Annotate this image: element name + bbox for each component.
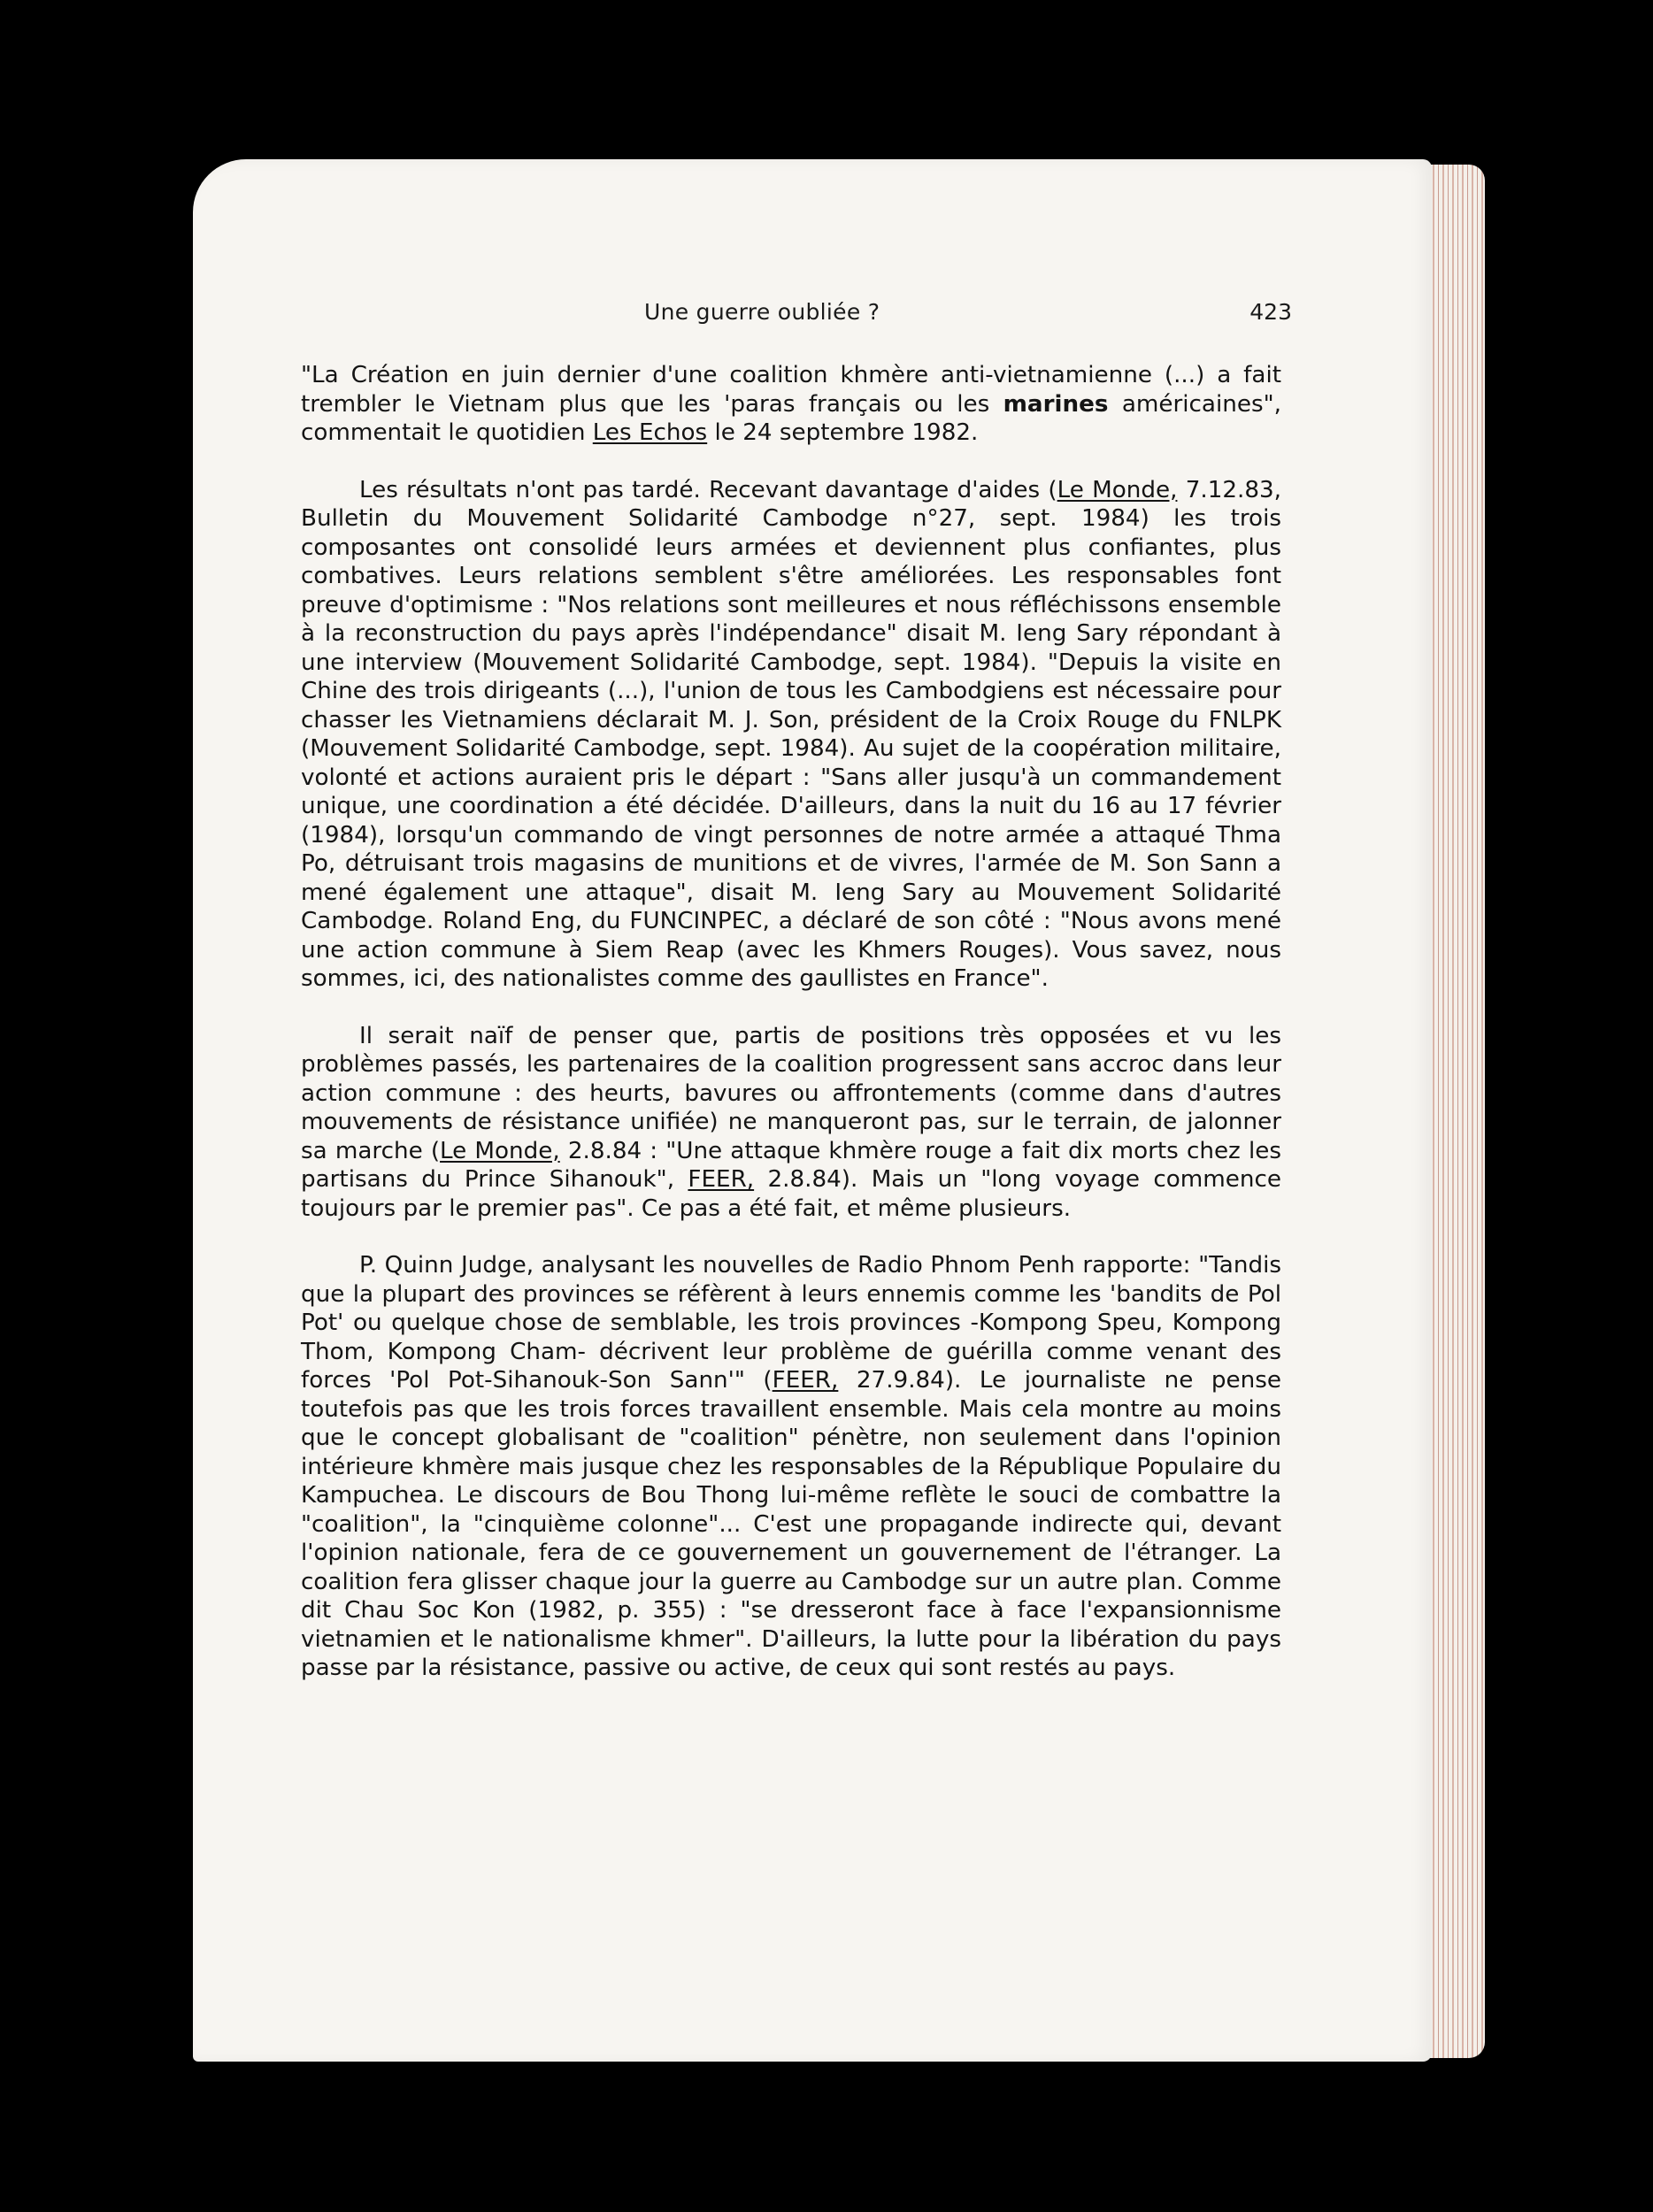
paragraph-4-text-c: 27.9.84). Le journaliste ne pense toutefois pas que les trois forces travaillent ensemble. Mais cela montre au moins que le concept globalisant de "coalition" pénètre, non seulement dans l'opinion intérieure khmère mais jusque chez les responsables de la République Populaire du Kampuchea. Le discours de Bou Thong lui-même reflète le souci de combattre la "coalition", la "cinquième colonne"... C'est une propagande indirecte qui, devant l'opinion nationale, fera de ce gouvernement un gouvernement de l'étranger. La coalition fera glisser chaque jour la guerre au Cambodge sur un autre plan. Comme dit Chau Soc Kon (1982, p. 355) : "se dresseront face à face l'expansionnisme vietnamien et le nationalisme khmer". D'ailleurs, la lutte pour la libération du pays passe par la résistance, passive ou active, de ceux qui sont restés au pays. [301,1367,1282,1681]
running-title: Une guerre oubliée ? [644,299,880,325]
paragraph-2-text-a: Les résultats n'ont pas tardé. Recevant davantage d'aides ( [359,476,1057,503]
paragraph-3 [301,1022,1281,1224]
page-number: 423 [1249,299,1292,325]
paragraph-1-text-a: "La Création en juin dernier d'une coalition khmère anti-vietnamienne (...) a fait trembler le Vietnam plus que les 'paras français ou les [301,362,1281,418]
body-text [301,361,1281,1711]
paragraph-3-text-c: 2.8.84 : "Une attaque khmère rouge a fait dix morts chez les partisans du Prince Sihanouk", [301,1137,1281,1193]
book-page [193,159,1432,2062]
paragraph-2-text-c: 7.12.83, Bulletin du Mouvement Solidarité Cambodge n°27, sept. 1984) les trois composantes ont consolidé leurs armées et deviennent plus confiantes, plus combatives. Leurs relations semblent s'être améliorées. Les responsables font preuve d'optimisme : "Nos relations sont meilleures et nous réfléchissons ensemble à la reconstruction du pays après l'indépendance" disait M. Ieng Sary répondant à une interview (Mouvement Solidarité Cambodge, sept. 1984). "Depuis la visite en Chine des trois dirigeants (...), l'union de tous les Cambodgiens est nécessaire pour chasser les Vietnamiens déclarait M. J. Son, président de la Croix Rouge du FNLPK (Mouvement Solidarité Cambodge, sept. 1984). Au sujet de la coopération militaire, volonté et actions auraient pris le départ : "Sans aller jusqu'à un commandement unique, une coordination a été décidée. D'ailleurs, dans la nuit du 16 au 17 février (1984), lorsqu'un commando de vingt personnes de notre armée a attaqué Thma Po, détruisant trois magasins de munitions et de vivres, l'armée de M. Son Sann a mené également une attaque", disait M. Ieng Sary au Mouvement Solidarité Cambodge. Roland Eng, du FUNCINPEC, a déclaré de son côté : "Nous avons mené une action commune à Siem Reap (avec les Khmers Rouges). Vous savez, nous sommes, ici, des nationalistes comme des gaullistes en France". [301,476,1281,992]
citation-feer: FEER, [772,1367,839,1394]
bold-term-marines: marines [1003,390,1109,418]
citation-le-monde: Le Monde, [1057,476,1178,503]
paragraph-2 [301,476,1281,994]
paragraph-1-text-c: américaines", commentait le quotidien [301,390,1281,446]
paragraph-4 [301,1251,1281,1683]
citation-les-echos: Les Echos [592,419,708,446]
paragraph-3-text-a: Il serait naïf de penser que, partis de positions très opposées et vu les problèmes passés, les partenaires de la coalition progressent sans accroc dans leur action commune : des heurts, bavures ou affrontements (comme dans d'autres mouvements de résistance unifiée) ne manqueront pas, sur le terrain, de jalonner sa marche ( [301,1022,1281,1164]
citation-le-monde: Le Monde, [440,1137,560,1164]
page-header [193,299,1432,334]
paragraph-4-text-a: P. Quinn Judge, analysant les nouvelles de Radio Phnom Penh rapporte: "Tandis que la plupart des provinces se réfèrent à leurs ennemis comme les 'bandits de Pol Pot' ou quelque chose de semblable, les trois provinces -Kompong Speu, Kompong Thom, Kompong Cham- décrivent leur problème de guérilla comme venant des forces 'Pol Pot-Sihanouk-Son Sann'" ( [301,1252,1281,1394]
citation-feer: FEER, [688,1166,755,1193]
paragraph-1 [301,361,1281,448]
paragraph-1-text-e: le 24 septembre 1982. [707,419,979,446]
paragraph-3-text-e: 2.8.84). Mais un "long voyage commence toujours par le premier pas". Ce pas a été fait, et même plusieurs. [301,1166,1281,1222]
